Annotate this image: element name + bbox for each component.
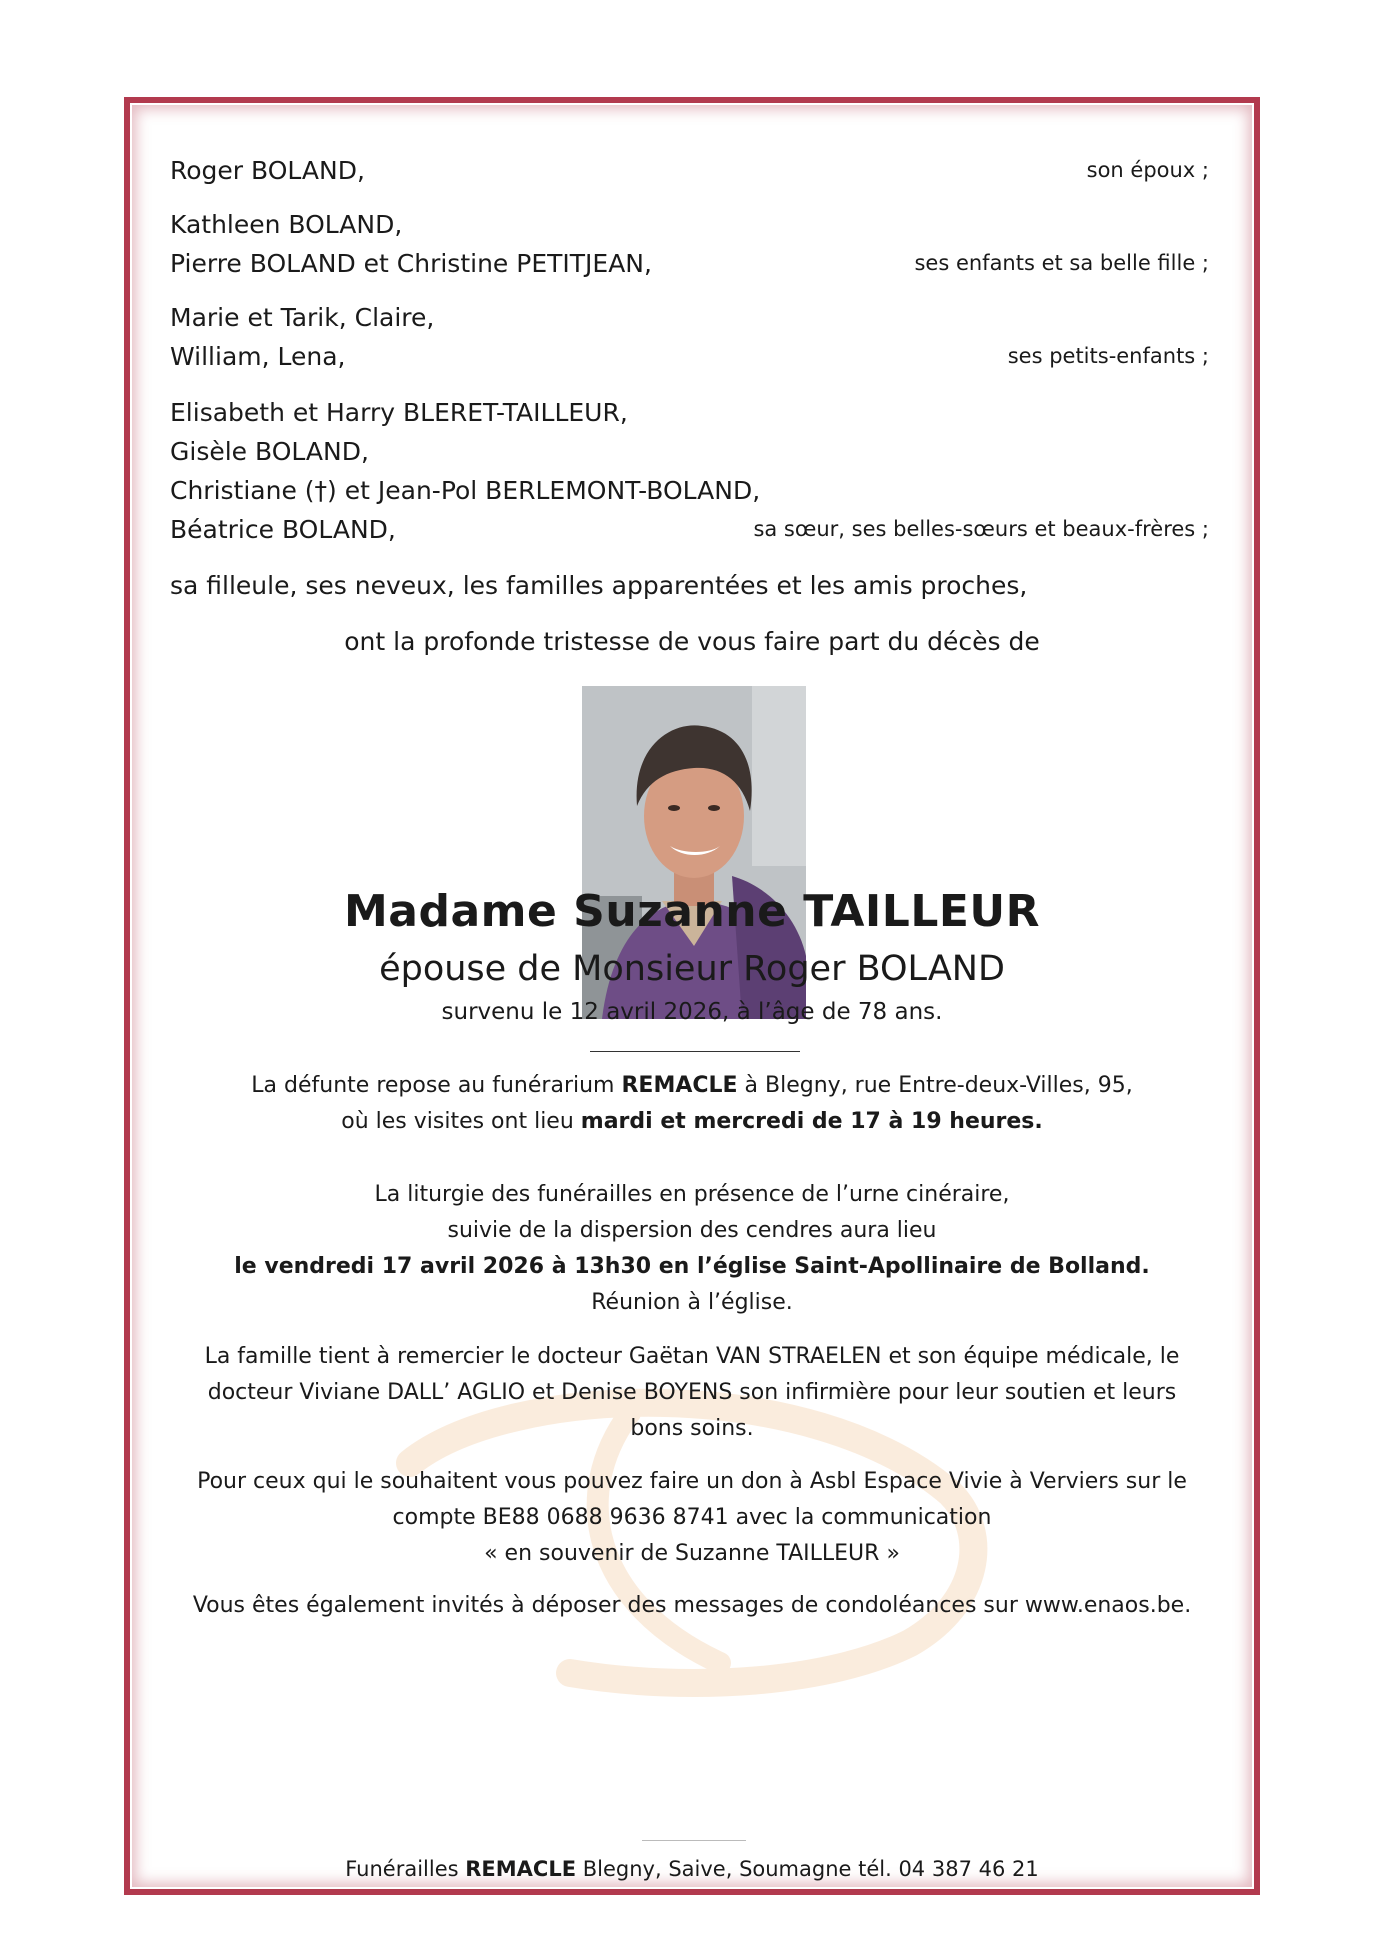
family-member: Pierre BOLAND et Christine PETITJEAN,	[170, 249, 652, 278]
thanks-line: La famille tient à remercier le docteur Gaëtan VAN STRAELEN et son équipe médicale, le	[204, 1344, 1180, 1369]
footer-funeral-home: REMACLE	[465, 1857, 577, 1881]
thanks-line: bons soins.	[630, 1416, 754, 1441]
family-relation: ses petits-enfants ;	[1007, 344, 1209, 368]
visitation-line-2	[130, 1104, 1254, 1140]
liturgy-line: La liturgie des funérailles en présence de l’urne cinéraire,	[374, 1182, 1010, 1207]
document-frame	[124, 97, 1260, 1895]
deceased-name: Madame Suzanne TAILLEUR	[343, 886, 1041, 937]
family-member: Roger BOLAND,	[170, 156, 365, 185]
family-member: Gisèle BOLAND,	[170, 437, 369, 466]
visitation-line-1	[130, 1068, 1254, 1104]
donation-line: compte BE88 0688 9636 8741 avec la communication	[392, 1505, 992, 1530]
funeral-home-name: REMACLE	[621, 1073, 738, 1098]
thanks-info	[130, 1339, 1254, 1447]
visitation-info	[130, 1068, 1254, 1140]
others-text: sa filleule, ses neveux, les familles apparentées et les amis proches,	[170, 571, 1028, 600]
liturgy-line: suivie de la dispersion des cendres aura lieu	[447, 1218, 937, 1243]
visitation-text: La défunte repose au funérarium	[251, 1073, 622, 1098]
thanks-line: docteur Viviane DALL’ AGLIO et Denise BOYENS son infirmière pour leur soutien et leurs	[207, 1380, 1177, 1405]
footer-contact: Blegny, Saive, Soumagne tél. 04 387 46 21	[576, 1857, 1039, 1881]
family-relation: ses enfants et sa belle fille ;	[914, 251, 1209, 275]
family-group-children	[170, 205, 1209, 283]
visitation-text: où les visites ont lieu	[341, 1109, 581, 1134]
family-member: Kathleen BOLAND,	[170, 210, 403, 239]
family-group-grandchildren	[170, 298, 1209, 376]
family-group-spouse	[170, 151, 1209, 190]
divider	[590, 1051, 800, 1052]
family-group-siblings	[170, 393, 1209, 549]
visitation-address: à Blegny, rue Entre-deux-Villes, 95,	[737, 1073, 1133, 1098]
family-member: William, Lena,	[170, 342, 346, 371]
footer-divider	[642, 1840, 746, 1841]
family-member: Marie et Tarik, Claire,	[170, 303, 435, 332]
liturgy-info	[130, 1177, 1254, 1321]
footer	[130, 1857, 1254, 1881]
date-of-death: survenu le 12 avril 2026, à l’âge de 78 ans.	[441, 999, 943, 1025]
visitation-hours: mardi et mercredi de 17 à 19 heures.	[580, 1109, 1043, 1134]
donation-line: « en souvenir de Suzanne TAILLEUR »	[484, 1541, 900, 1566]
family-member: Christiane (†) et Jean-Pol BERLEMONT-BOLAND,	[170, 476, 761, 505]
deceased-spouse: épouse de Monsieur Roger BOLAND	[379, 949, 1005, 989]
obituary-content	[130, 103, 1254, 1889]
family-relation: sa sœur, ses belles-sœurs et beaux-frères ;	[753, 517, 1209, 541]
family-member: Elisabeth et Harry BLERET-TAILLEUR,	[170, 398, 628, 427]
footer-text: Funérailles	[345, 1857, 466, 1881]
ceremony-date: le vendredi 17 avril 2026 à 13h30 en l’église Saint-Apollinaire de Bolland.	[234, 1254, 1150, 1279]
family-relation: son époux ;	[1086, 158, 1209, 182]
donation-line: Pour ceux qui le souhaitent vous pouvez faire un don à Asbl Espace Vivie à Verviers sur le	[197, 1469, 1187, 1494]
donation-info	[130, 1464, 1254, 1572]
others-line	[170, 566, 1209, 605]
announcement: ont la profonde tristesse de vous faire part du décès de	[344, 627, 1040, 656]
condolences-info: Vous êtes également invités à déposer des messages de condoléances sur www.enaos.be.	[192, 1593, 1192, 1618]
family-member: Béatrice BOLAND,	[170, 515, 396, 544]
liturgy-line: Réunion à l’église.	[591, 1290, 793, 1315]
